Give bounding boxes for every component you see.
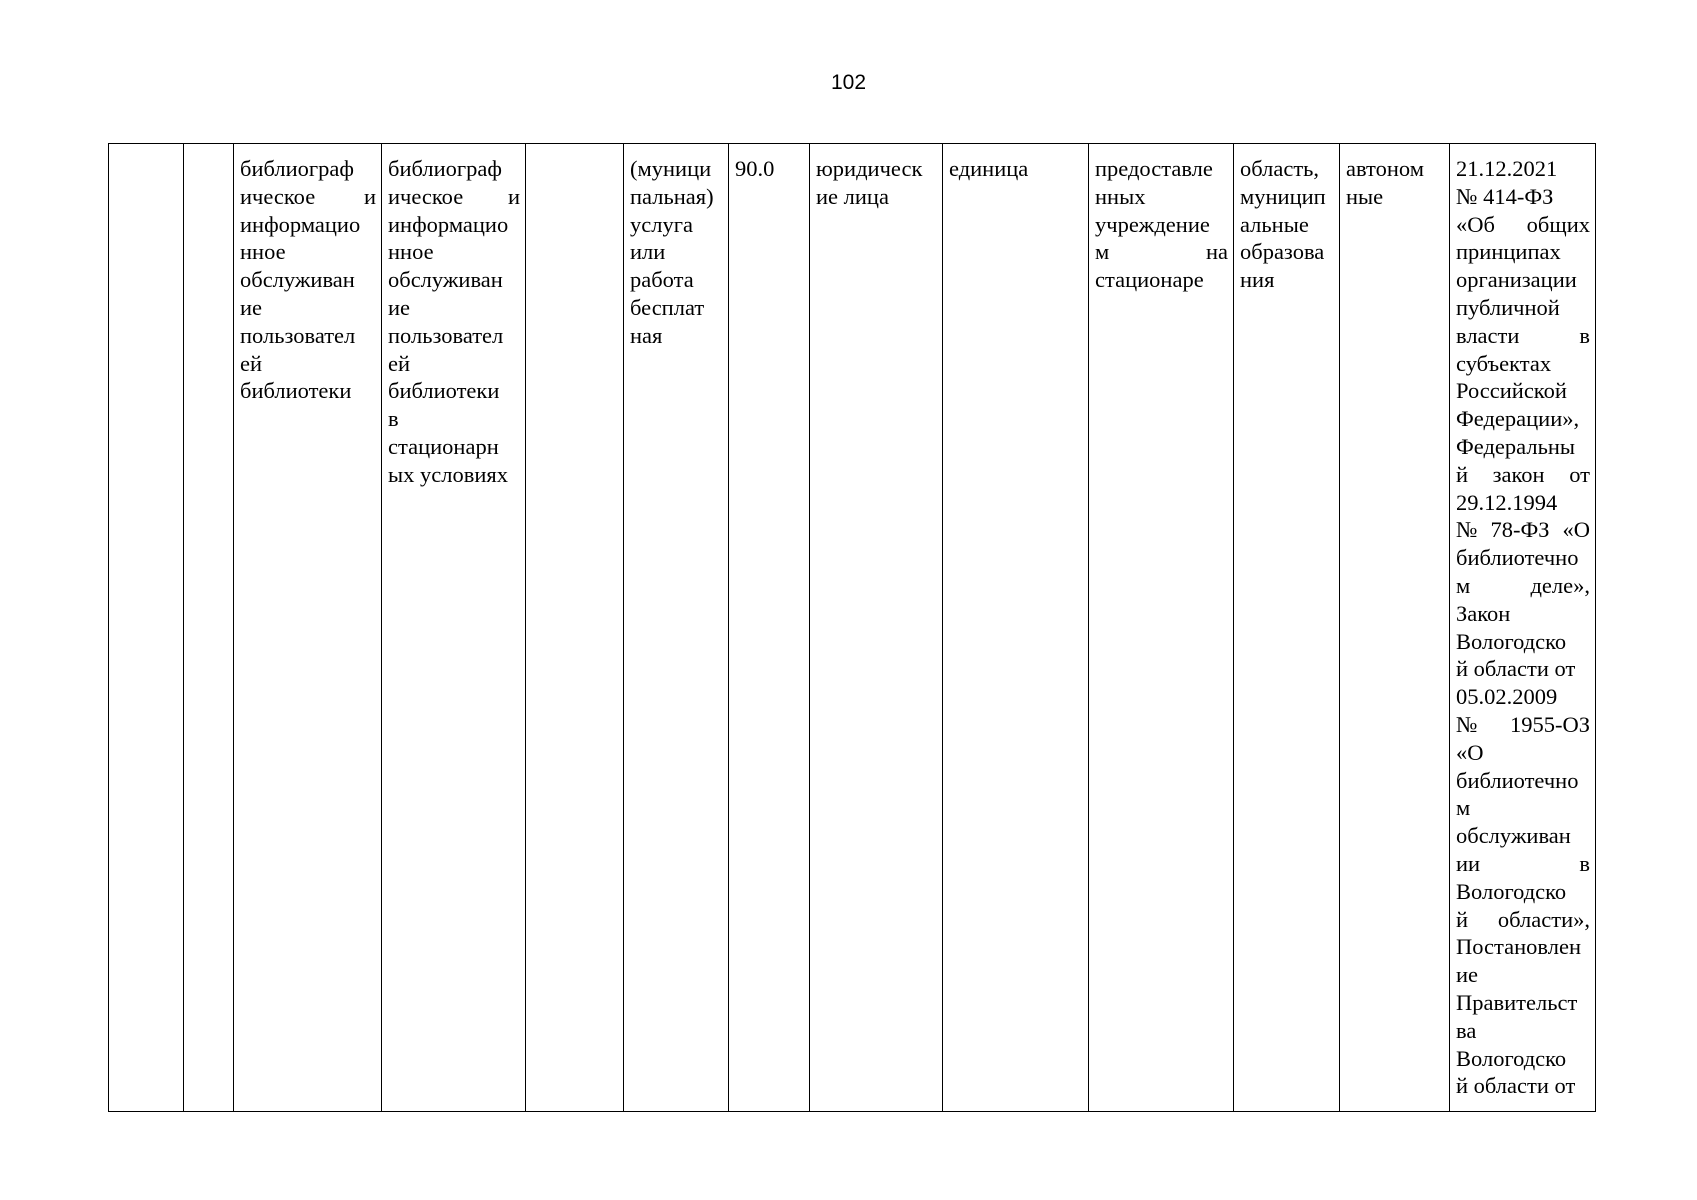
text-line: Федерации», — [1456, 406, 1580, 432]
text-word: от — [1569, 461, 1590, 487]
text-line: (муници — [630, 156, 712, 181]
text-line — [1456, 211, 1590, 239]
text-word: 78-ФЗ — [1490, 517, 1550, 543]
text-line: ей — [240, 350, 263, 376]
cell-delivery-form — [1089, 144, 1234, 1112]
text-word: ии — [1456, 850, 1481, 876]
text-line: предоставле — [1095, 156, 1213, 181]
text-line: или — [630, 239, 666, 265]
text-line: Правительст — [1456, 989, 1578, 1015]
text-line: услуга — [630, 211, 693, 237]
text-word: № — [1456, 517, 1478, 543]
text-word: деле», — [1530, 572, 1590, 598]
text-line: ные — [1346, 183, 1384, 209]
text-line: образова — [1240, 239, 1325, 265]
text-line: 21.12.2021 — [1456, 156, 1558, 181]
text-line: № 414-ФЗ — [1456, 183, 1554, 209]
page-number: 102 — [830, 71, 867, 94]
text-line — [388, 183, 520, 211]
text-line: пользовател — [388, 322, 504, 348]
text-line: ых условиях — [388, 461, 508, 487]
cell-unit: единица — [943, 144, 1089, 1112]
text-word: «О — [1562, 517, 1590, 543]
text-line: библиотечно — [1456, 767, 1579, 793]
text-line: обслуживан — [240, 267, 355, 293]
text-line: Вологодско — [1456, 878, 1567, 904]
cell-service-content — [382, 144, 526, 1112]
text-line: ния — [1240, 267, 1275, 293]
text-line: работа — [630, 267, 694, 293]
cell-number — [109, 144, 184, 1112]
text-line: Вологодско — [1456, 628, 1567, 654]
text-line: библиотечно — [1456, 545, 1579, 571]
text-line: й области от — [1456, 1073, 1576, 1099]
text-word: м — [1095, 239, 1110, 265]
text-line: ей — [388, 350, 411, 376]
text-line: пальная) — [630, 183, 714, 209]
text-line: обслуживан — [388, 267, 503, 293]
cell-service-type — [624, 144, 729, 1112]
text-line: юридическ — [816, 156, 923, 181]
text-line — [1456, 322, 1590, 350]
text-word: и — [363, 183, 376, 209]
text-word: закон — [1492, 461, 1545, 487]
text-word: общих — [1526, 211, 1590, 237]
text-line: нных — [1095, 183, 1146, 209]
text-line: ие лица — [816, 183, 889, 209]
text-word: № — [1456, 711, 1478, 737]
text-line: Российской — [1456, 378, 1567, 404]
text-line: Федеральны — [1456, 433, 1575, 459]
text-line: публичной — [1456, 294, 1560, 320]
text-line — [1456, 850, 1590, 878]
text-line: ва — [1456, 1017, 1477, 1043]
cell-empty — [526, 144, 624, 1112]
cell-code: 90.0 — [729, 144, 810, 1112]
text-line: 29.12.1994 — [1456, 489, 1558, 515]
cell-consumers — [810, 144, 943, 1112]
text-line — [240, 183, 376, 211]
text-line: нное — [240, 239, 286, 265]
text-line: ная — [630, 322, 663, 348]
cell-legal-basis — [1450, 144, 1596, 1112]
text-word: ическое — [388, 183, 464, 209]
text-line: стационаре — [1095, 267, 1204, 293]
text-line: организации — [1456, 267, 1577, 293]
text-line: ие — [1456, 962, 1479, 988]
text-word: «Об — [1456, 211, 1495, 237]
text-word: на — [1205, 239, 1228, 265]
text-line: библиограф — [240, 156, 354, 181]
text-word: области», — [1497, 906, 1590, 932]
text-word: в — [1579, 850, 1590, 876]
text-line: Вологодско — [1456, 1045, 1567, 1071]
text-line: «О — [1456, 739, 1484, 765]
text-line: альные — [1240, 211, 1309, 237]
text-line — [1456, 461, 1590, 489]
text-line: ие — [388, 294, 411, 320]
text-line: информацио — [388, 211, 509, 237]
text-line — [1456, 711, 1590, 739]
registry-table — [108, 143, 1596, 1112]
text-line: учреждение — [1095, 211, 1210, 237]
text-line: принципах — [1456, 239, 1561, 265]
cell-index — [184, 144, 234, 1112]
text-line: Постановлен — [1456, 934, 1582, 960]
text-line — [1456, 516, 1590, 544]
text-line: библиотеки — [240, 378, 352, 404]
text-line: 05.02.2009 — [1456, 684, 1558, 710]
text-word: 1955-ОЗ — [1509, 711, 1590, 737]
text-line: автоном — [1346, 156, 1424, 181]
text-word: й — [1456, 461, 1469, 487]
text-line: й области от — [1456, 656, 1576, 682]
text-line — [1456, 906, 1590, 934]
text-line: м — [1456, 795, 1471, 821]
text-line: стационарн — [388, 433, 499, 459]
text-line: муницип — [1240, 183, 1326, 209]
text-line: пользовател — [240, 322, 356, 348]
text-line: библиограф — [388, 156, 502, 181]
text-line: в — [388, 406, 399, 432]
text-line — [1095, 238, 1228, 266]
text-word: м — [1456, 572, 1471, 598]
text-line: библиотеки — [388, 378, 500, 404]
text-line: информацио — [240, 211, 361, 237]
text-word: в — [1579, 322, 1590, 348]
text-line — [1456, 572, 1590, 600]
text-line: ие — [240, 294, 263, 320]
text-word: й — [1456, 906, 1469, 932]
text-line: бесплат — [630, 294, 705, 320]
cell-institution-type — [1340, 144, 1450, 1112]
text-line: субъектах — [1456, 350, 1552, 376]
text-word: ическое — [240, 183, 316, 209]
text-word: и — [507, 183, 520, 209]
cell-level — [1234, 144, 1340, 1112]
text-word: власти — [1456, 322, 1520, 348]
cell-service-name — [234, 144, 382, 1112]
text-line: Закон — [1456, 600, 1511, 626]
text-line: обслуживан — [1456, 823, 1571, 849]
text-line: нное — [388, 239, 434, 265]
table-row — [109, 144, 1596, 1112]
text-line: область, — [1240, 156, 1320, 181]
